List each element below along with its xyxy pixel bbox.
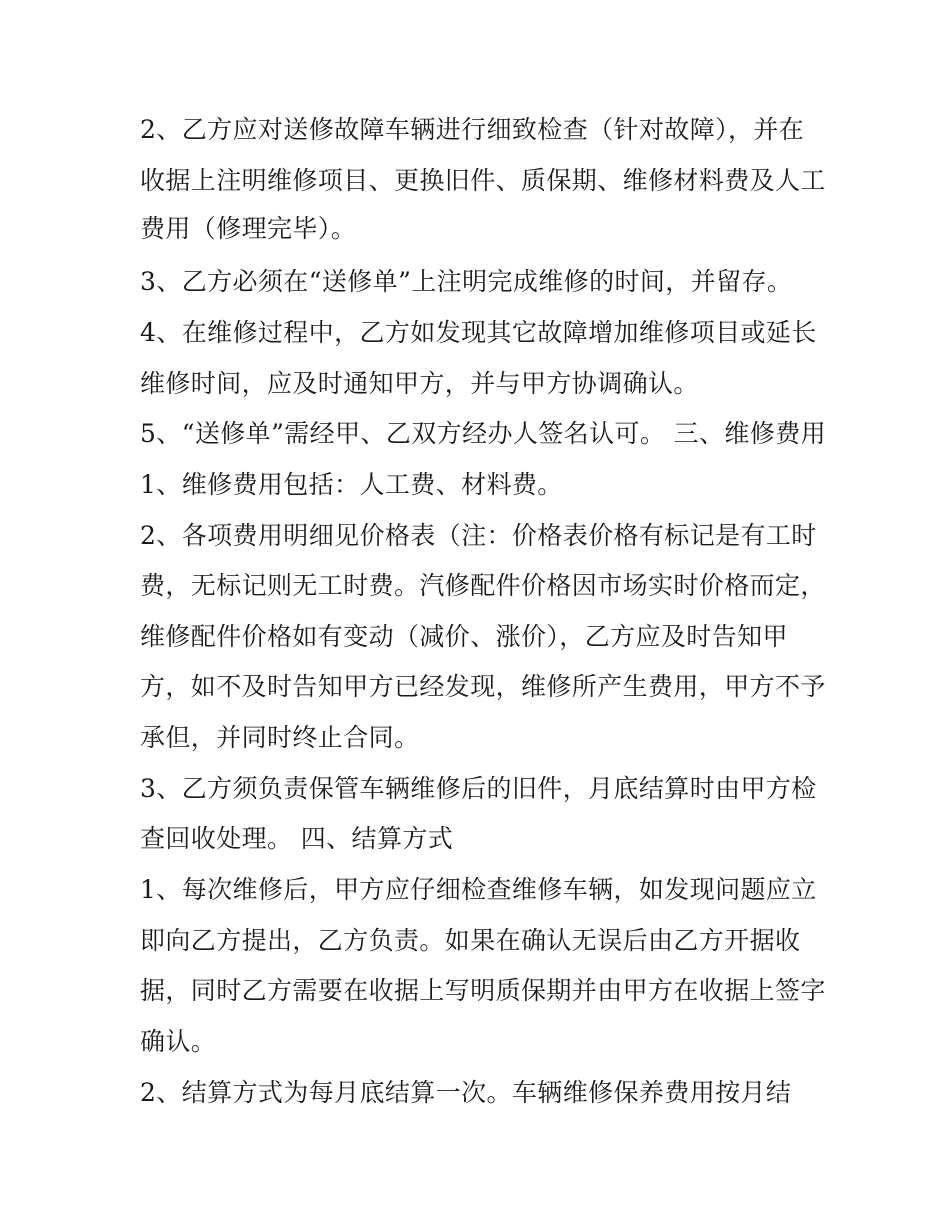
- text-line: 1、维修费用包括：人工费、材料费。: [140, 470, 563, 499]
- text-line: 1、每次维修后，甲方应仔细检查维修车辆，如发现问题应立: [140, 875, 817, 904]
- text-line: 2、各项费用明细见价格表（注：价格表价格有标记是有工时: [140, 521, 817, 550]
- text-line: 2、结算方式为每月底结算一次。车辆维修保养费用按月结: [140, 1078, 792, 1107]
- text-line: 即向乙方提出，乙方负责。如果在确认无误后由乙方开据收: [140, 926, 801, 955]
- text-line: 5、“送修单”需经甲、乙双方经办人签名认可。 三、维修费用: [140, 419, 827, 448]
- text-line: 确认。: [140, 1027, 217, 1056]
- text-line: 费，无标记则无工时费。汽修配件价格因市场实时价格而定，: [140, 571, 826, 600]
- text-line: 查回收处理。 四、结算方式: [140, 824, 454, 853]
- text-line: 3、乙方必须在“送修单”上注明完成维修的时间，并留存。: [140, 267, 793, 296]
- text-line: 2、乙方应对送修故障车辆进行细致检查（针对故障），并在: [140, 115, 805, 144]
- text-line: 3、乙方须负责保管车辆维修后的旧件，月底结算时由甲方检: [140, 774, 817, 803]
- text-line: 方，如不及时告知甲方已经发现，维修所产生费用，甲方不予: [140, 672, 826, 701]
- text-line: 收据上注明维修项目、更换旧件、质保期、维修材料费及人工: [140, 166, 826, 195]
- text-line: 4、在维修过程中，乙方如发现其它故障增加维修项目或延长: [140, 318, 817, 347]
- text-line: 维修时间，应及时通知甲方，并与甲方协调确认。: [140, 369, 699, 398]
- text-line: 费用（修理完毕）。: [140, 214, 357, 243]
- text-line: 据，同时乙方需要在收据上写明质保期并由甲方在收据上签字: [140, 976, 826, 1005]
- text-line: 承但，并同时终止合同。: [140, 723, 420, 752]
- text-line: 维修配件价格如有变动（减价、涨价），乙方应及时告知甲: [140, 622, 788, 651]
